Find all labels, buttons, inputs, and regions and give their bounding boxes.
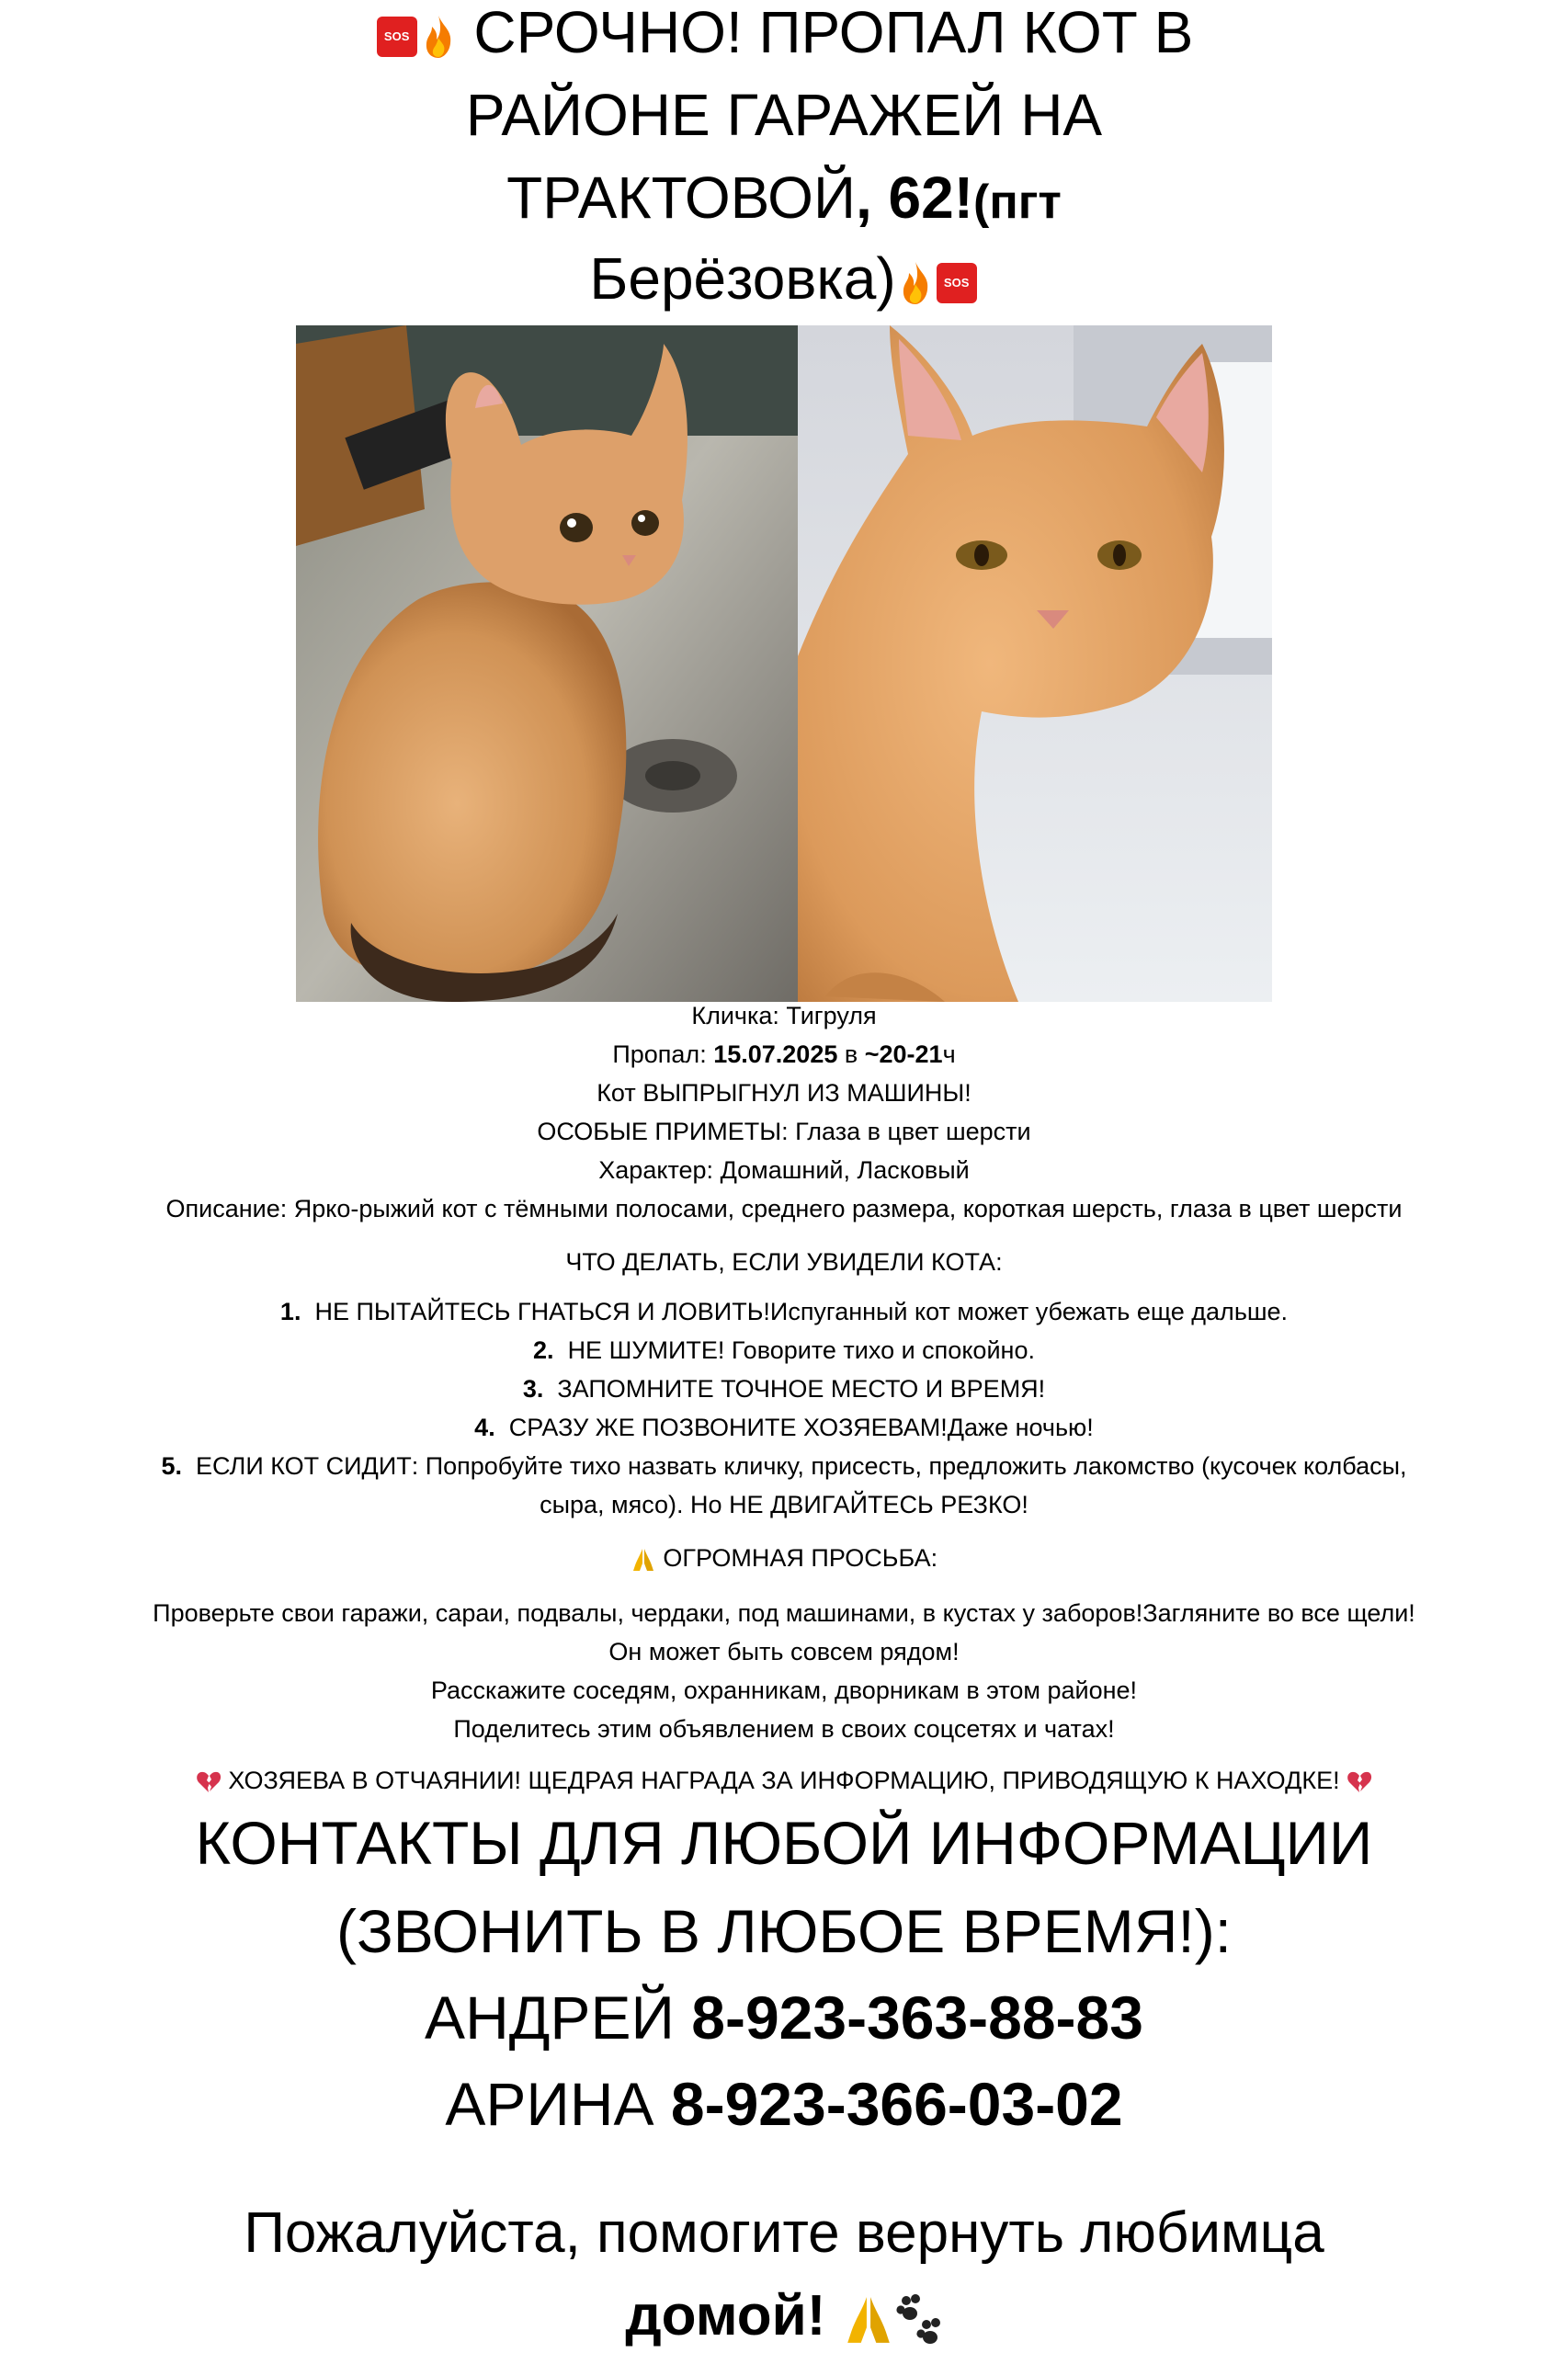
what-to-do-heading: ЧТО ДЕЛАТЬ, ЕСЛИ УВИДЕЛИ КОТА:	[565, 1248, 1003, 1276]
lost-date: 15.07.2025	[713, 1040, 838, 1068]
list-item: 1. НЕ ПЫТАЙТЕСЬ ГНАТЬСЯ И ЛОВИТЬ!Испуганный кот может убежать еще дальше.	[279, 1298, 1289, 1325]
poster-title	[0, 0, 1568, 312]
sos-icon: SOS	[377, 17, 417, 57]
contacts-heading-1: КОНТАКТЫ ДЛЯ ЛЮБОЙ ИНФОРМАЦИИ	[195, 1809, 1373, 1877]
request-line: Проверьте свои гаражи, сараи, подвалы, чердаки, под машинами, в кустах у заборов!Загляните во все щели!	[153, 1599, 1415, 1627]
title-line-3c: (пгт	[973, 176, 1062, 229]
closing-line-1: Пожалуйста, помогите вернуть любимца	[244, 2201, 1324, 2265]
reward-row: ХОЗЯЕВА В ОТЧАЯНИИ! ЩЕДРАЯ НАГРАДА ЗА ИНФОРМАЦИЮ, ПРИВОДЯЩУЮ К НАХОДКЕ!	[0, 1767, 1568, 1795]
title-line-1: СРОЧНО! ПРОПАЛ КОТ В	[473, 0, 1194, 65]
cat-name: Тигруля	[786, 1002, 877, 1029]
sos-icon: SOS	[937, 263, 977, 303]
closing-line-2: домой!	[0, 2279, 1568, 2353]
cat-photo-sink	[296, 325, 798, 1002]
request-line: Расскажите соседям, охранникам, дворникам в этом районе!	[430, 1677, 1138, 1704]
lost-time: ~20-21	[864, 1040, 943, 1068]
list-item-continued: сыра, мясо). Но НЕ ДВИГАЙТЕСЬ РЕЗКО!	[540, 1491, 1028, 1518]
jumped-row: Кот ВЫПРЫГНУЛ ИЗ МАШИНЫ!	[597, 1079, 971, 1107]
contact-arina	[0, 2067, 1568, 2141]
name-row: Кличка: Тигруля	[691, 1002, 877, 1029]
title-line-4: Берёзовка)	[589, 245, 896, 312]
list-item: 2. НЕ ШУМИТЕ! Говорите тихо и спокойно.	[533, 1336, 1035, 1364]
contact-name: АРИНА	[445, 2070, 654, 2138]
request-heading: ОГРОМНАЯ ПРОСЬБА:	[0, 1544, 1568, 1573]
title-line-3b: , 62!	[855, 165, 973, 231]
broken-heart-icon	[1346, 1770, 1372, 1794]
list-item: 5. ЕСЛИ КОТ СИДИТ: Попробуйте тихо назвать кличку, присесть, предложить лакомство (кусочек колбасы,	[161, 1452, 1407, 1480]
cat-photos	[296, 325, 1272, 1002]
lost-row: Пропал: 15.07.2025 в ~20-21ч	[612, 1040, 956, 1068]
request-line: Он может быть совсем рядом!	[608, 1638, 960, 1665]
list-item: 4. СРАЗУ ЖЕ ПОЗВОНИТЕ ХОЗЯЕВАМ!Даже ночью!	[474, 1414, 1094, 1441]
character-row: Характер: Домашний, Ласковый	[598, 1156, 970, 1184]
fire-icon	[421, 14, 456, 60]
broken-heart-icon	[196, 1770, 222, 1794]
praying-hands-icon	[842, 2293, 895, 2347]
fire-icon	[898, 260, 933, 306]
title-line-2: РАЙОНЕ ГАРАЖЕЙ НА	[465, 82, 1103, 148]
features-row: ОСОБЫЕ ПРИМЕТЫ: Глаза в цвет шерсти	[537, 1118, 1031, 1145]
contact-name: АНДРЕЙ	[425, 1984, 675, 2052]
list-item: 3. ЗАПОМНИТЕ ТОЧНОЕ МЕСТО И ВРЕМЯ!	[522, 1375, 1046, 1403]
request-line: Поделитесь этим объявлением в своих соцсетях и чатах!	[453, 1715, 1115, 1743]
phone-link[interactable]: 8-923-366-03-02	[670, 2070, 1123, 2138]
description-row: Описание: Ярко-рыжий кот с тёмными полосами, среднего размера, короткая шерсть, глаза в цвет шерсти	[165, 1195, 1403, 1222]
title-line-3a: ТРАКТОВОЙ	[506, 165, 856, 231]
paw-prints-icon	[895, 2293, 943, 2347]
contact-andrey	[0, 1981, 1568, 2054]
praying-hands-icon	[631, 1547, 656, 1573]
cat-photo-table	[798, 325, 1272, 1002]
contacts-heading-2: (ЗВОНИТЬ В ЛЮБОЕ ВРЕМЯ!):	[335, 1897, 1233, 1965]
phone-link[interactable]: 8-923-363-88-83	[691, 1984, 1143, 2052]
